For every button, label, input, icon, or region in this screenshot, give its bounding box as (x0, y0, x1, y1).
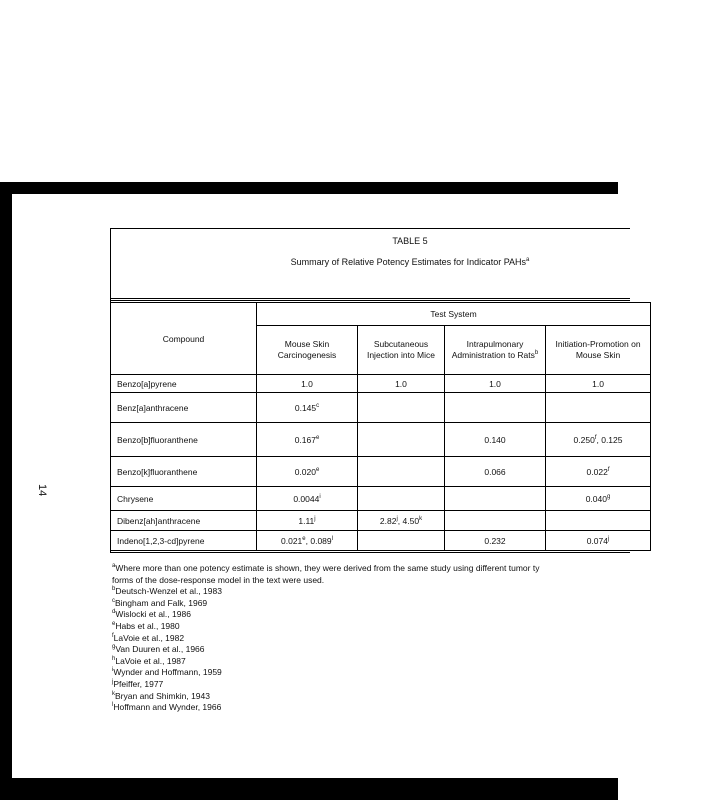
footnote-mark: b (112, 586, 116, 593)
table-row (111, 531, 651, 551)
footnote-text: Wislocki et al., 1986 (115, 609, 191, 620)
cell-value: 1.0 (395, 378, 407, 389)
footnote-ref: k (419, 515, 423, 522)
cell-value: 1.0 (489, 378, 501, 389)
cell-value: 2.82 (379, 515, 397, 526)
footnote (112, 644, 632, 656)
footnote (112, 667, 632, 679)
footnote-ref: b (534, 350, 539, 357)
table-cell (445, 393, 546, 423)
footnote-text: LaVoie et al., 1987 (115, 655, 186, 666)
column-header (546, 326, 651, 375)
column-header (445, 326, 546, 375)
column-header (257, 326, 358, 375)
table-cell (358, 511, 445, 531)
footnote (112, 621, 632, 633)
value-separator: , (397, 515, 403, 526)
cell-value: 0.021 (281, 535, 303, 546)
footnote-ref: e (315, 434, 320, 441)
footnote (112, 563, 632, 575)
compound-name: Chrysene (111, 487, 257, 511)
cell-value: 0.089 (310, 535, 332, 546)
cell-value: 0.074 (586, 535, 608, 546)
compound-name: Dibenz[ah]anthracene (111, 511, 257, 531)
table-cell (358, 393, 445, 423)
footnotes (112, 563, 632, 714)
cell-value: 0.145 (294, 402, 317, 413)
footnote (112, 586, 632, 598)
table-row (111, 487, 651, 511)
footnote-ref: f (594, 434, 597, 441)
footnote-text: Wynder and Hoffmann, 1959 (113, 667, 222, 678)
footnote-mark: f (112, 632, 114, 639)
footnote-mark: j (112, 679, 114, 686)
table-row (111, 393, 651, 423)
footnote-mark: a (112, 563, 116, 570)
footnote (112, 679, 632, 691)
table-row (111, 457, 651, 487)
table-cell (257, 531, 358, 551)
table-cell (358, 457, 445, 487)
footnote (112, 656, 632, 668)
compound-name: Benzo[k]fluoranthene (111, 457, 257, 487)
cell-value: 0.020 (294, 466, 316, 477)
footnote (112, 575, 632, 587)
footnote-text: forms of the dose-response model in the text were used. (112, 574, 325, 585)
table-cell (257, 375, 358, 393)
footnote-mark: g (112, 644, 116, 651)
table-cell (257, 423, 358, 457)
footnote-text: Habs et al., 1980 (115, 620, 180, 631)
table-cell (445, 511, 546, 531)
table-cell (257, 393, 358, 423)
compound-name: Benz[a]anthracene (111, 393, 257, 423)
table-caption (110, 236, 710, 267)
footnote-text: Pfeiffer, 1977 (113, 678, 164, 689)
table-cell (445, 423, 546, 457)
footnote-ref: j (396, 515, 398, 522)
footnote-text: LaVoie et al., 1982 (113, 632, 185, 643)
table-cell (358, 375, 445, 393)
footnote (112, 633, 632, 645)
cell-value: 0.140 (484, 434, 506, 445)
compound-name: Benzo[b]fluoranthene (111, 423, 257, 457)
column-header-label: Initiation-Promotion on Mouse Skin (555, 339, 641, 360)
footnote-ref: j (314, 515, 316, 522)
table-cell (546, 487, 651, 511)
footnote-mark: k (112, 690, 115, 697)
footnote-mark: e (112, 621, 116, 628)
footnote-ref: j (607, 535, 610, 542)
column-header (358, 326, 445, 375)
column-header-label: Mouse Skin Carcinogenesis (277, 339, 337, 360)
compound-header: Compound (111, 303, 257, 375)
table-cell (358, 487, 445, 511)
footnote-text: Deutsch-Wenzel et al., 1983 (115, 586, 222, 597)
divider (110, 298, 630, 299)
footnote-ref: g (606, 493, 611, 500)
table-title: Summary of Relative Potency Estimates for Indicator PAHs$^a$ (290, 257, 530, 267)
table-cell (546, 393, 651, 423)
table-cell (546, 531, 651, 551)
cell-value: 1.11 (298, 515, 315, 526)
table-cell (546, 423, 651, 457)
test-system-header: Test System (257, 303, 651, 326)
value-separator: , (596, 434, 602, 445)
cell-value: 1.0 (592, 378, 604, 389)
table-cell (257, 457, 358, 487)
column-header-label: Subcutaneous Injection into Mice (366, 339, 436, 360)
compound-name: Indeno[1,2,3-cd]pyrene (111, 531, 257, 551)
footnote-mark: c (112, 597, 115, 604)
table-row (111, 423, 651, 457)
potency-table (110, 302, 651, 551)
compound-name: Benzo[a]pyrene (111, 375, 257, 393)
value-separator: , (305, 535, 311, 546)
cell-value: 1.0 (301, 378, 313, 389)
footnote-ref: f (607, 466, 610, 473)
table-row (111, 511, 651, 531)
table-cell (358, 531, 445, 551)
cell-value: 0.066 (484, 466, 506, 477)
footnote-mark: i (112, 667, 114, 674)
footnote-text: Bryan and Shimkin, 1943 (115, 690, 210, 701)
footnote-ref: i (319, 493, 321, 500)
cell-value: 0.250 (573, 434, 595, 445)
table-cell (445, 487, 546, 511)
footnote-mark: h (112, 655, 116, 662)
footnote-text: Where more than one potency estimate is shown, they were derived from the same study using different tumor ty (115, 563, 540, 573)
table-cell (445, 531, 546, 551)
table-cell (257, 487, 358, 511)
footnote-ref: e (315, 466, 320, 473)
cell-value: 0.0044 (293, 493, 320, 504)
footnote-mark: d (112, 609, 116, 616)
cell-value: 0.040 (585, 493, 607, 504)
divider (110, 300, 630, 301)
footnote (112, 702, 632, 714)
cell-value: 0.232 (484, 535, 506, 546)
table-row (111, 375, 651, 393)
footnote (112, 598, 632, 610)
footnote-ref: a (526, 257, 530, 263)
page-number: 14 (36, 484, 48, 497)
table-label: TABLE 5 (392, 236, 428, 246)
footnote-text: Van Duuren et al., 1966 (115, 644, 205, 655)
footnote (112, 609, 632, 621)
footnote (112, 691, 632, 703)
footnote-ref: l (331, 535, 333, 542)
footnote-ref: e (302, 535, 306, 542)
cell-value: 4.50 (402, 515, 420, 526)
column-header-label: Intrapulmonary Administration to Rats (451, 339, 535, 360)
table-cell (546, 457, 651, 487)
cell-value: 0.022 (586, 466, 608, 477)
footnote-ref: c (316, 402, 320, 409)
footnote-text: Hoffmann and Wynder, 1966 (113, 702, 222, 713)
table-cell (445, 457, 546, 487)
table-cell (546, 375, 651, 393)
cell-value: 0.167 (294, 434, 316, 445)
footnote-mark: l (112, 702, 114, 709)
footnote-text: Bingham and Falk, 1969 (115, 597, 208, 608)
table-cell (257, 511, 358, 531)
table-cell (445, 375, 546, 393)
table-cell (358, 423, 445, 457)
table-cell (546, 511, 651, 531)
cell-value: 0.125 (601, 434, 623, 445)
